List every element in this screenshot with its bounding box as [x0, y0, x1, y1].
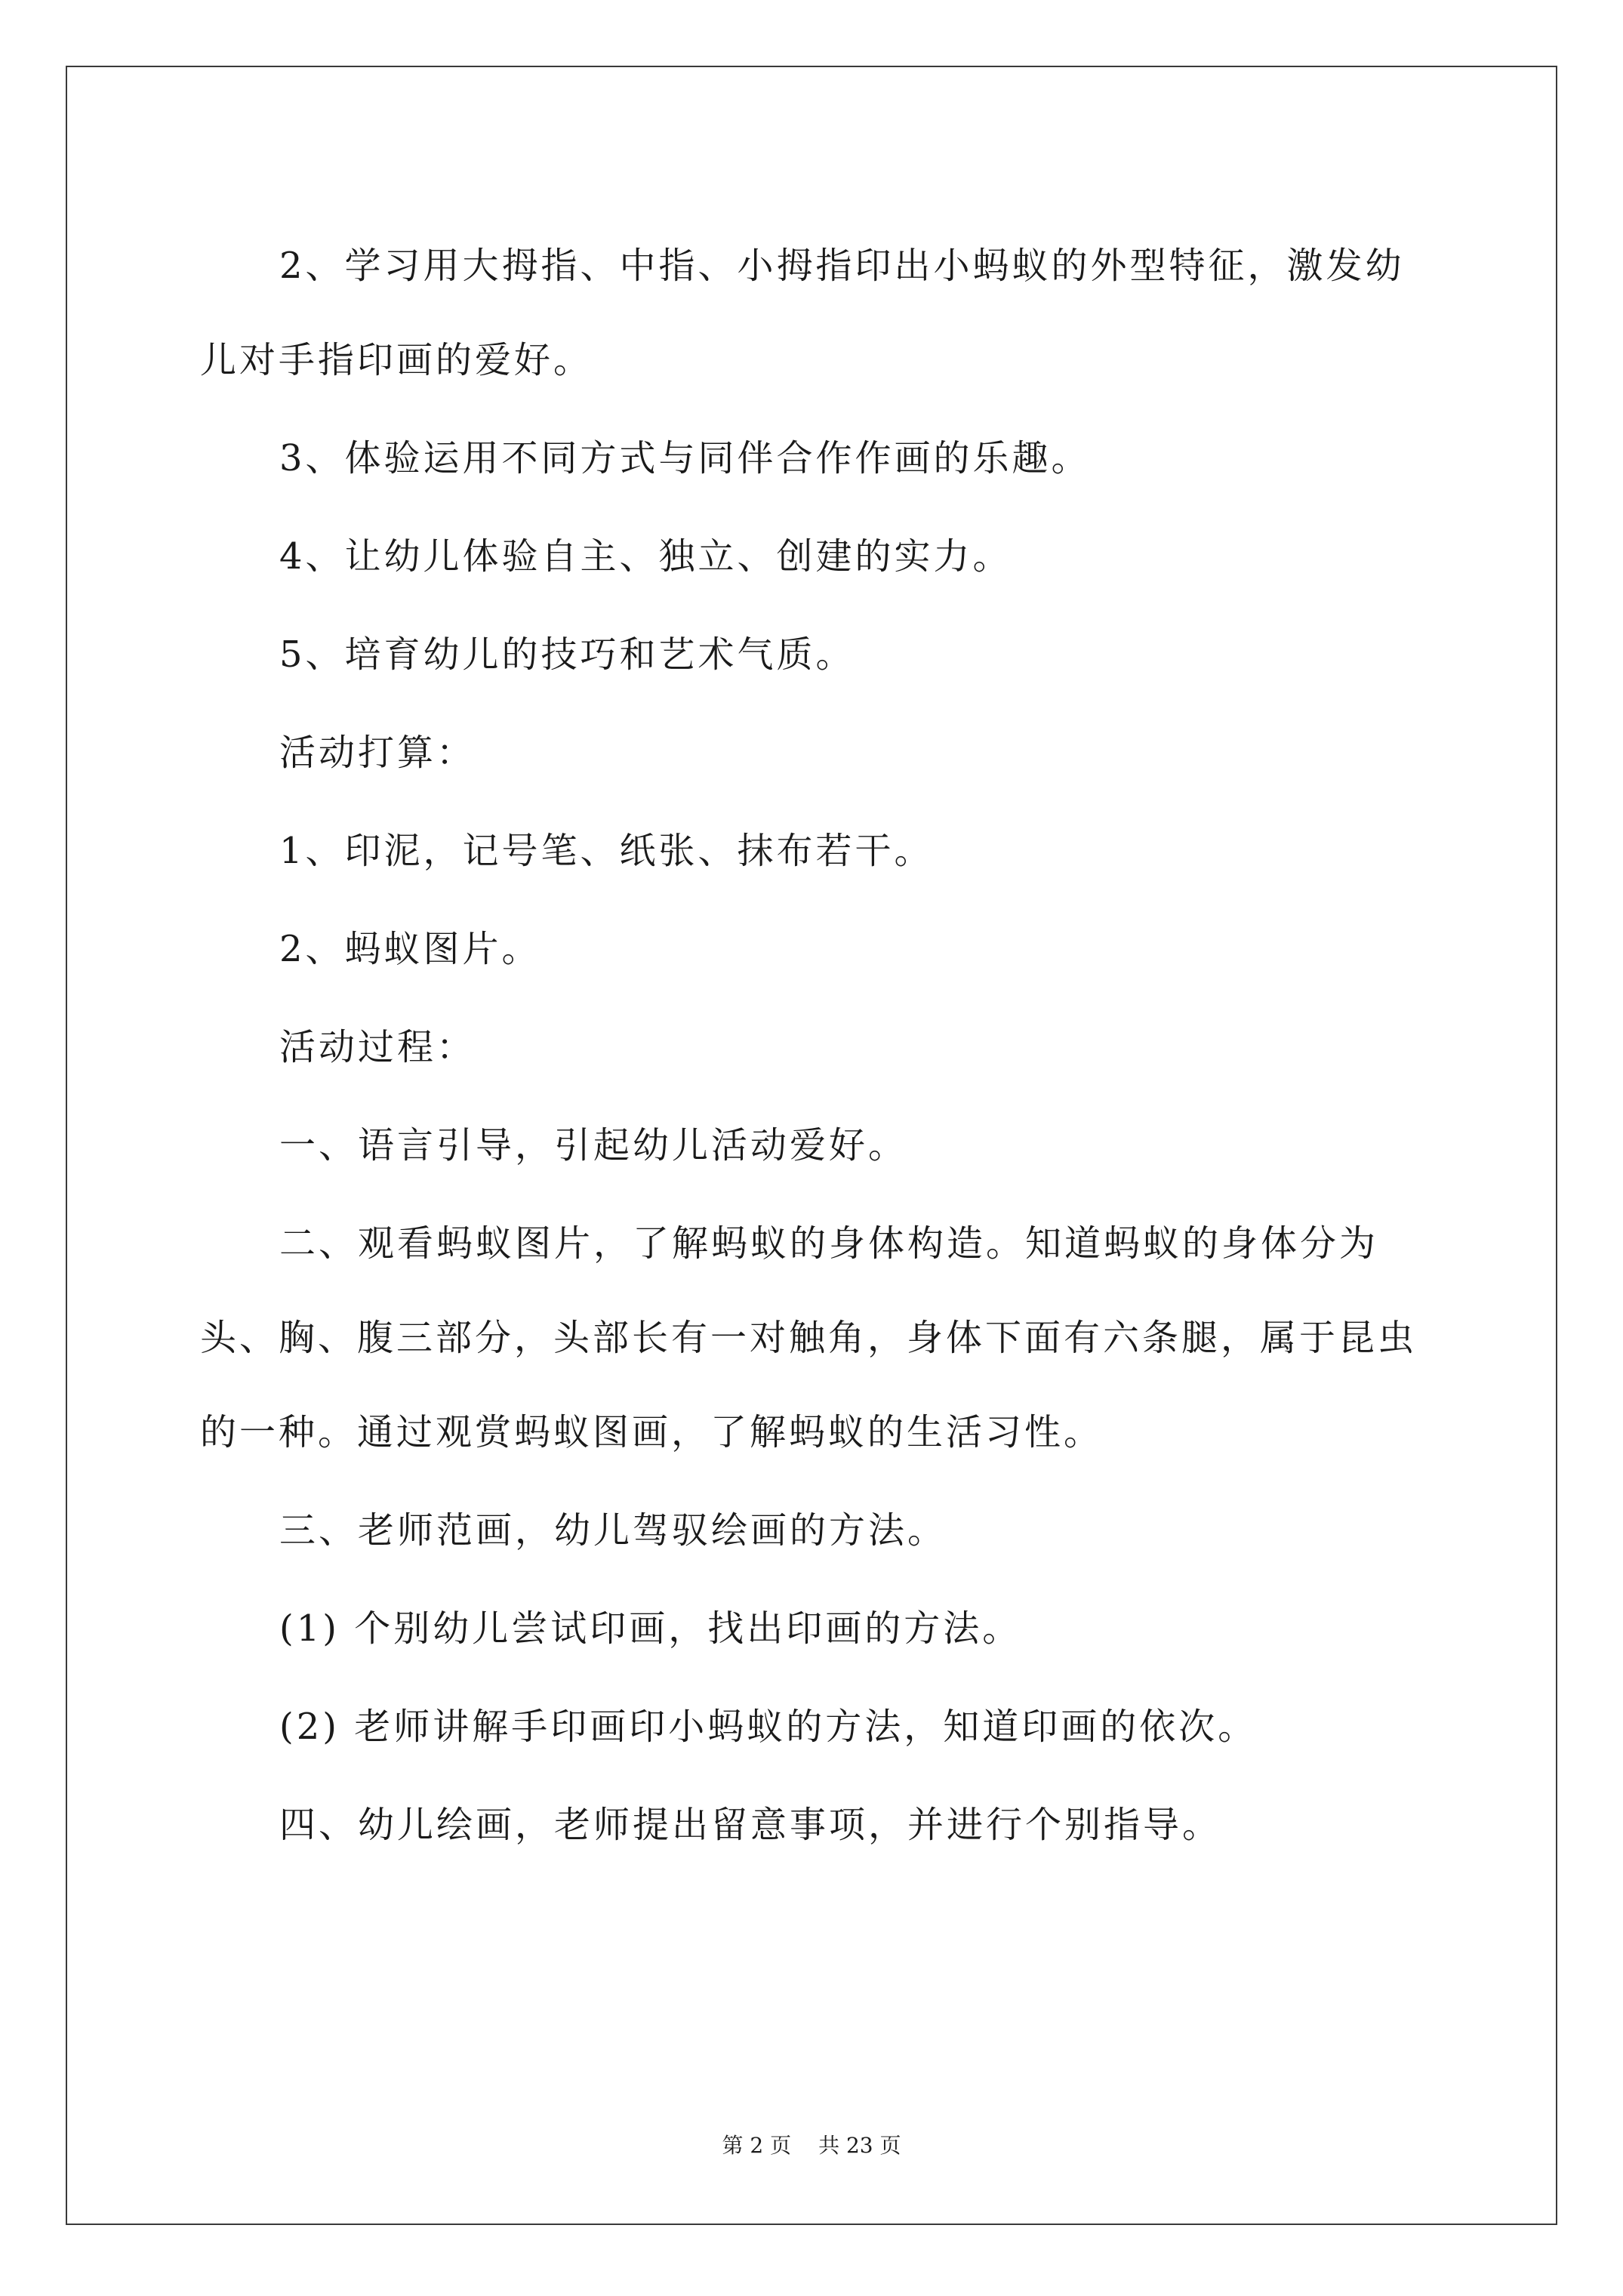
paragraph-step-3: 三、老师范画，幼儿驾驭绘画的方法。 [279, 1509, 947, 1552]
paragraph-step-4: 四、幼儿绘画，老师提出留意事项，并进行个别指导。 [279, 1804, 1222, 1846]
paragraph-step-2: 二、观看蚂蚁图片，了解蚂蚁的身体构造。知道蚂蚁的身体分为头、胸、腹三部分，头部长有一对触角，身体下面有六条腿，属于昆虫的一种。通过观赏蚂蚁图画，了解蚂蚁的生活习性。 [200, 1222, 1418, 1453]
paragraph-goal-5: 5、培育幼儿的技巧和艺术气质。 [279, 633, 855, 676]
paragraph-goal-4: 4、让幼儿体验自主、独立、创建的实力。 [279, 535, 1012, 578]
paragraph-step-3-sub-1: (1) 个别幼儿尝试印画，找出印画的方法。 [279, 1607, 1022, 1650]
paragraph-goal-3: 3、体验运用不同方式与同伴合作作画的乐趣。 [279, 437, 1091, 479]
document-body [200, 219, 1423, 1876]
page-total: 共 23 页 [818, 2133, 901, 2158]
heading-process: 活动过程： [279, 1026, 476, 1068]
paragraph-step-1: 一、语言引导，引起幼儿活动爱好。 [279, 1124, 908, 1166]
paragraph-step-3-sub-2: (2) 老师讲解手印画印小蚂蚁的方法，知道印画的依次。 [279, 1706, 1258, 1748]
page-footer [0, 2131, 1623, 2161]
paragraph-prep-1: 1、印泥，记号笔、纸张、抹布若干。 [279, 830, 934, 872]
heading-preparation: 活动打算： [279, 732, 476, 774]
paragraph-prep-2: 2、蚂蚁图片。 [279, 928, 541, 970]
page-number: 第 2 页 [722, 2133, 792, 2158]
paragraph-goal-2: 2、学习用大拇指、中指、小拇指印出小蚂蚁的外型特征，激发幼儿对手指印画的爱好。 [200, 245, 1405, 381]
